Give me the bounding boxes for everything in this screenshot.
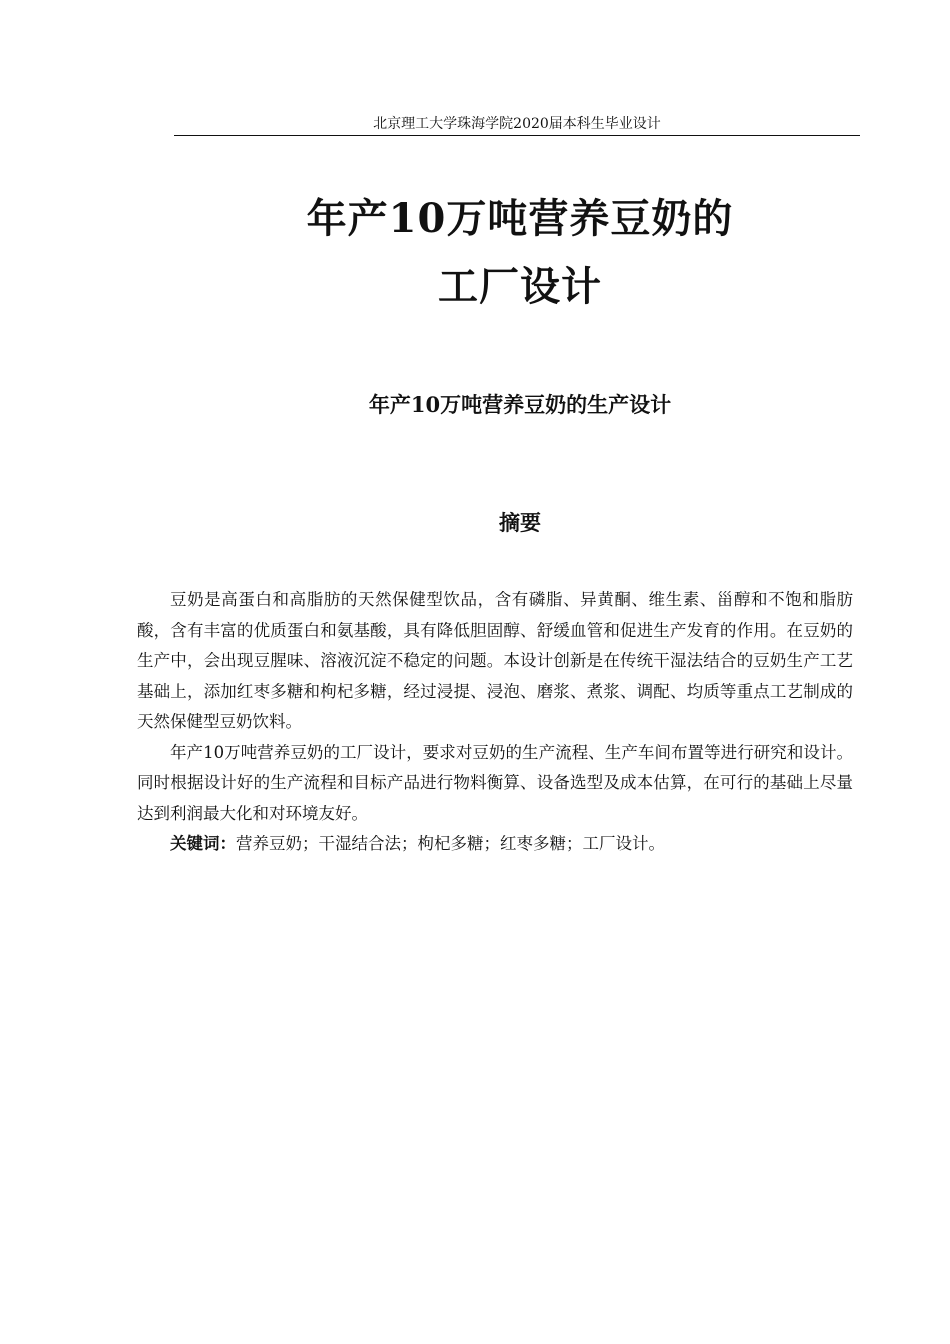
abstract-paragraph-2: 年产10万吨营养豆奶的工厂设计，要求对豆奶的生产流程、生产车间布置等进行研究和设计。同时根据设计好的生产流程和目标产品进行物料衡算、设备选型及成本估算，在可行的基础上尽量达到利润最大化和对环境友好。 [137,742,853,823]
title-line-1: 年产10万吨营养豆奶的 [306,195,734,242]
abstract-heading: 摘要 [499,510,541,535]
abstract-paragraph-1: 豆奶是高蛋白和高脂肪的天然保健型饮品，含有磷脂、异黄酮、维生素、甾醇和不饱和脂肪酸，含有丰富的优质蛋白和氨基酸，具有降低胆固醇、舒缓血管和促进生产发育的作用。在豆奶的生产中，会出现豆腥味、溶液沉淀不稳定的问题。本设计创新是在传统干湿法结合的豆奶生产工艺基础上，添加红枣多糖和枸杞多糖，经过浸提、浸泡、磨浆、煮浆、调配、均质等重点工艺制成的天然保健型豆奶饮料。 [137,590,853,731]
document-subtitle: 年产10万吨营养豆奶的生产设计 [368,392,672,417]
keywords-text: 营养豆奶；干湿结合法；枸杞多糖；红枣多糖；工厂设计。 [236,834,665,853]
keywords-label: 关键词： [170,834,236,853]
page-header: 北京理工大学珠海学院2020届本科生毕业设计 [174,115,860,136]
abstract-body [137,585,853,860]
title-line-2: 工厂设计 [438,263,602,310]
document-title [180,185,860,321]
keywords-line [137,829,853,860]
